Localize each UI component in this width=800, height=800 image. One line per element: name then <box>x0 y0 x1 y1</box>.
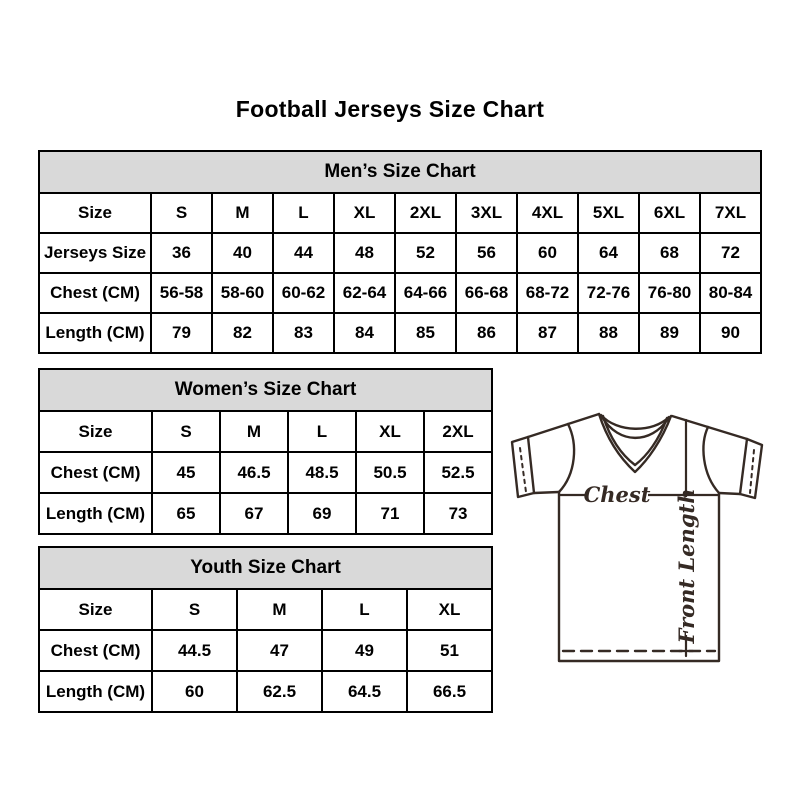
value-cell: 51 <box>407 630 492 671</box>
youth-size-table <box>38 546 493 713</box>
value-cell: M <box>237 589 322 630</box>
value-cell: 7XL <box>700 193 761 233</box>
value-cell: 58-60 <box>212 273 273 313</box>
value-cell: 72-76 <box>578 273 639 313</box>
row-header-cell: Chest (CM) <box>39 630 152 671</box>
table-row <box>39 630 492 671</box>
value-cell: 6XL <box>639 193 700 233</box>
value-cell: 76-80 <box>639 273 700 313</box>
row-header-cell: Size <box>39 411 152 452</box>
jersey-collar-curve-top <box>601 415 669 429</box>
jersey-left-cuff-line <box>528 437 534 493</box>
value-cell: 69 <box>288 493 356 534</box>
row-header-cell: Jerseys Size <box>39 233 151 273</box>
row-header-cell: Size <box>39 193 151 233</box>
jersey-right-cuff-stitch <box>750 450 754 493</box>
value-cell: 65 <box>152 493 220 534</box>
row-header-cell: Length (CM) <box>39 493 152 534</box>
table-row <box>39 313 761 353</box>
value-cell: 80-84 <box>700 273 761 313</box>
value-cell: 83 <box>273 313 334 353</box>
mens-size-table <box>38 150 762 354</box>
table-caption-row <box>39 547 492 589</box>
value-cell: 60-62 <box>273 273 334 313</box>
table-row <box>39 411 492 452</box>
womens-table-title: Women’s Size Chart <box>39 369 492 411</box>
value-cell: S <box>151 193 212 233</box>
table-row <box>39 273 761 313</box>
chest-label: Chest <box>583 482 651 507</box>
value-cell: 52 <box>395 233 456 273</box>
table-row <box>39 193 761 233</box>
value-cell: 68-72 <box>517 273 578 313</box>
value-cell: 47 <box>237 630 322 671</box>
jersey-measurement-diagram <box>504 398 776 674</box>
value-cell: 67 <box>220 493 288 534</box>
youth-table-title: Youth Size Chart <box>39 547 492 589</box>
value-cell: 64 <box>578 233 639 273</box>
value-cell: 5XL <box>578 193 639 233</box>
value-cell: 64-66 <box>395 273 456 313</box>
value-cell: 71 <box>356 493 424 534</box>
value-cell: L <box>322 589 407 630</box>
value-cell: L <box>288 411 356 452</box>
value-cell: 90 <box>700 313 761 353</box>
value-cell: 89 <box>639 313 700 353</box>
table-row <box>39 233 761 273</box>
value-cell: 56-58 <box>151 273 212 313</box>
value-cell: 68 <box>639 233 700 273</box>
value-cell: 45 <box>152 452 220 493</box>
value-cell: XL <box>407 589 492 630</box>
value-cell: S <box>152 589 237 630</box>
value-cell: 62-64 <box>334 273 395 313</box>
row-header-cell: Length (CM) <box>39 313 151 353</box>
value-cell: M <box>212 193 273 233</box>
value-cell: 86 <box>456 313 517 353</box>
value-cell: 79 <box>151 313 212 353</box>
value-cell: 48.5 <box>288 452 356 493</box>
value-cell: 84 <box>334 313 395 353</box>
value-cell: 44.5 <box>152 630 237 671</box>
jersey-left-armhole <box>559 424 574 492</box>
womens-size-table <box>38 368 493 535</box>
value-cell: 40 <box>212 233 273 273</box>
value-cell: 2XL <box>395 193 456 233</box>
value-cell: 44 <box>273 233 334 273</box>
jersey-right-armhole <box>703 427 719 493</box>
value-cell: 64.5 <box>322 671 407 712</box>
value-cell: 3XL <box>456 193 517 233</box>
value-cell: 66-68 <box>456 273 517 313</box>
value-cell: 82 <box>212 313 273 353</box>
value-cell: 88 <box>578 313 639 353</box>
mens-table-title: Men’s Size Chart <box>39 151 761 193</box>
value-cell: 66.5 <box>407 671 492 712</box>
value-cell: 87 <box>517 313 578 353</box>
value-cell: 56 <box>456 233 517 273</box>
value-cell: 60 <box>152 671 237 712</box>
value-cell: 46.5 <box>220 452 288 493</box>
value-cell: 62.5 <box>237 671 322 712</box>
table-row <box>39 589 492 630</box>
table-row <box>39 493 492 534</box>
value-cell: 4XL <box>517 193 578 233</box>
value-cell: 49 <box>322 630 407 671</box>
row-header-cell: Length (CM) <box>39 671 152 712</box>
value-cell: M <box>220 411 288 452</box>
value-cell: S <box>152 411 220 452</box>
value-cell: 72 <box>700 233 761 273</box>
page-title: Football Jerseys Size Chart <box>235 96 545 122</box>
table-caption-row <box>39 369 492 411</box>
row-header-cell: Size <box>39 589 152 630</box>
table-caption-row <box>39 151 761 193</box>
value-cell: 52.5 <box>424 452 492 493</box>
table-row <box>39 452 492 493</box>
value-cell: 48 <box>334 233 395 273</box>
value-cell: 2XL <box>424 411 492 452</box>
value-cell: 60 <box>517 233 578 273</box>
value-cell: 36 <box>151 233 212 273</box>
front-length-label: Front Length <box>674 488 699 644</box>
value-cell: XL <box>334 193 395 233</box>
value-cell: 50.5 <box>356 452 424 493</box>
value-cell: 85 <box>395 313 456 353</box>
jersey-left-cuff-stitch <box>520 448 526 492</box>
jersey-right-cuff-line <box>740 439 747 494</box>
row-header-cell: Chest (CM) <box>39 273 151 313</box>
value-cell: XL <box>356 411 424 452</box>
table-row <box>39 671 492 712</box>
value-cell: L <box>273 193 334 233</box>
row-header-cell: Chest (CM) <box>39 452 152 493</box>
value-cell: 73 <box>424 493 492 534</box>
